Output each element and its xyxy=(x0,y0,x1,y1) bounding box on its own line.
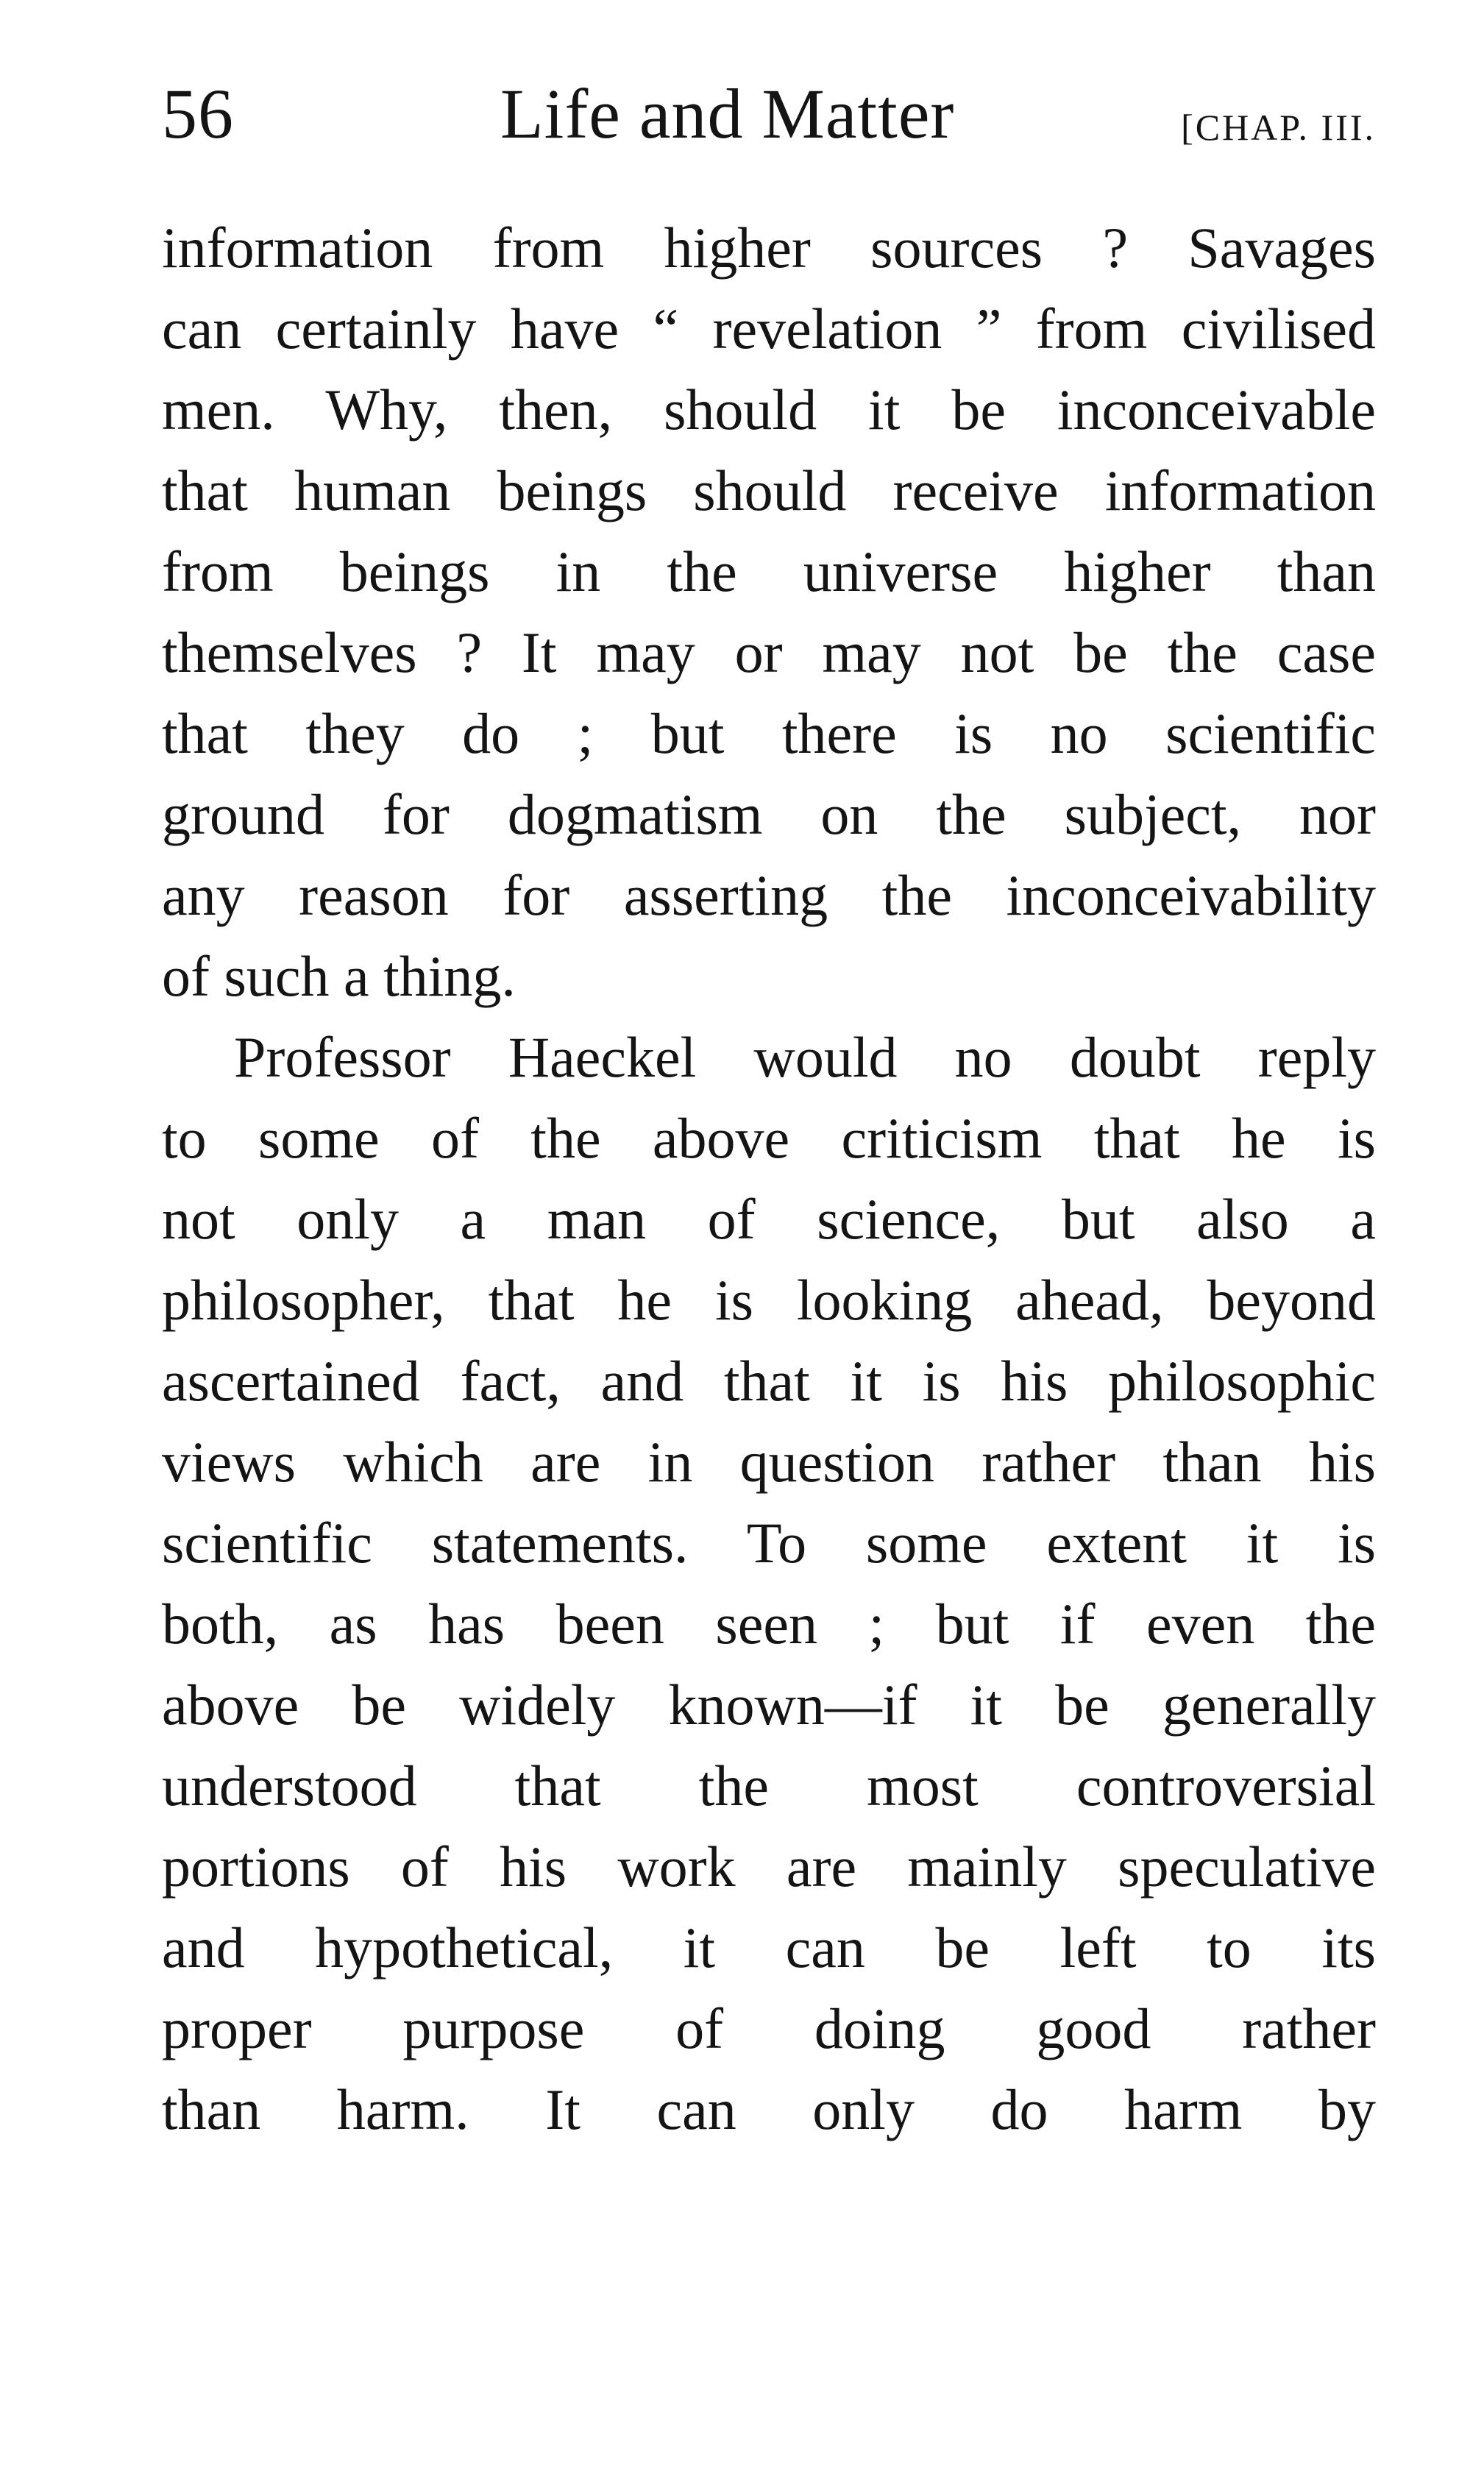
text-line: any reason for asserting the inconceivability xyxy=(162,863,1376,927)
text-line: views which are in question rather than his xyxy=(162,1430,1376,1494)
text-line: above be widely known—if it be generally xyxy=(162,1673,1376,1737)
text-line: that human beings should receive information xyxy=(162,458,1376,522)
text-line: ground for dogmatism on the subject, nor xyxy=(162,782,1376,846)
text-line: understood that the most controversial xyxy=(162,1754,1376,1818)
text-line: themselves ? It may or may not be the case xyxy=(162,620,1376,684)
text-line: to some of the above criticism that he is xyxy=(162,1106,1376,1170)
text-line: proper purpose of doing good rather xyxy=(162,1996,1376,2060)
text-line: information from higher sources ? Savages xyxy=(162,216,1376,280)
text-line: both, as has been seen ; but if even the xyxy=(162,1592,1376,1656)
text-line: from beings in the universe higher than xyxy=(162,539,1376,603)
text-line: ascertained fact, and that it is his philosophic xyxy=(162,1349,1376,1413)
text-line: of such a thing. xyxy=(162,944,516,1008)
page-number: 56 xyxy=(162,74,234,153)
text-line: not only a man of science, but also a xyxy=(162,1187,1376,1251)
text-line: scientific statements. To some extent it is xyxy=(162,1511,1376,1575)
paragraph-2 xyxy=(162,1017,1376,2150)
text-line: than harm. It can only do harm by xyxy=(162,2077,1376,2141)
running-title: Life and Matter xyxy=(500,74,955,153)
chapter-reference: [CHAP. III. xyxy=(1181,107,1376,148)
text-line: that they do ; but there is no scientific xyxy=(162,701,1376,765)
body-text xyxy=(162,208,1376,2150)
page-header xyxy=(162,70,1376,158)
text-line: Professor Haeckel would no doubt reply xyxy=(234,1025,1376,1089)
text-line: philosopher, that he is looking ahead, beyond xyxy=(162,1268,1376,1332)
text-line: men. Why, then, should it be inconceivable xyxy=(162,378,1376,442)
text-line: portions of his work are mainly speculative xyxy=(162,1835,1376,1899)
paragraph-1 xyxy=(162,208,1376,1017)
text-line: can certainly have “ revelation ” from civilised xyxy=(162,297,1376,361)
text-line: and hypothetical, it can be left to its xyxy=(162,1915,1376,1979)
